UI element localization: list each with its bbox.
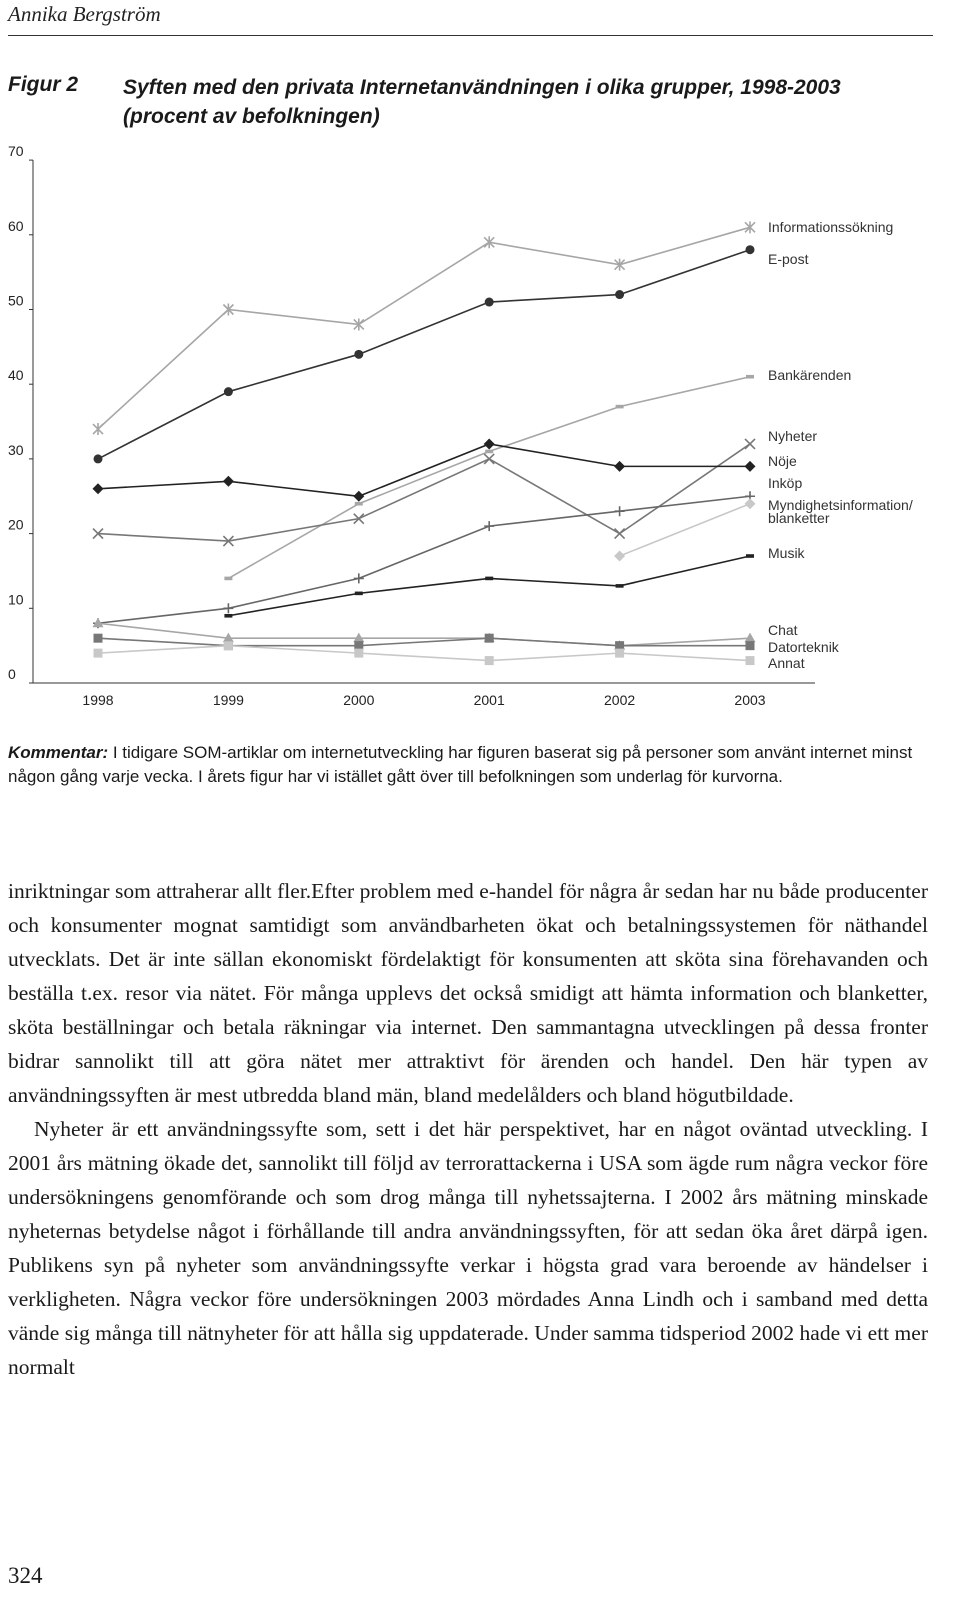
data-point (94, 634, 103, 643)
data-point (353, 491, 364, 502)
comment-text: I tidigare SOM-artiklar om internetutveckling har figuren baserat sig på personer som använt internet minst någon gång varje vecka. I årets figur har vi istället gått över till befolkningen som underlag för kurvorna. (8, 743, 913, 786)
legend-label: Informationssökning (768, 219, 894, 235)
legend-label: Chat (768, 622, 798, 638)
data-point (615, 529, 625, 539)
legend-label: Nyheter (768, 428, 818, 444)
chart-axes (8, 143, 818, 708)
y-tick-label: 60 (8, 217, 24, 234)
series-line (93, 438, 756, 501)
series-line (224, 375, 754, 580)
data-point (484, 438, 495, 449)
data-point (615, 290, 624, 299)
series-line (94, 245, 755, 463)
data-point (485, 656, 494, 665)
y-tick-label: 40 (8, 367, 24, 384)
data-point (745, 461, 756, 472)
series-path (98, 496, 750, 623)
series-path (98, 444, 750, 541)
y-tick-label: 50 (8, 292, 24, 309)
data-point (224, 387, 233, 396)
data-point (745, 221, 755, 233)
data-point (485, 634, 494, 643)
x-tick-label: 1998 (82, 692, 114, 708)
legend-label: Inköp (768, 475, 803, 491)
y-tick-label: 0 (8, 666, 16, 682)
series-path (98, 646, 750, 661)
data-point (223, 603, 233, 613)
data-point (746, 656, 755, 665)
legend-label: Bankärenden (768, 367, 852, 383)
data-point (745, 439, 755, 449)
series-line (224, 554, 754, 617)
series-line (93, 491, 755, 628)
data-point (614, 461, 625, 472)
data-point (484, 454, 494, 464)
x-tick-label: 2000 (343, 692, 375, 708)
series-path (228, 556, 750, 616)
figure-comment (8, 741, 933, 789)
x-tick-label: 1999 (212, 692, 244, 708)
running-header-author: Annika Bergström (8, 2, 161, 26)
figure-label: Figur 2 (8, 73, 79, 96)
legend-label (768, 497, 913, 526)
data-point (746, 641, 755, 650)
body-paragraph-2: Nyheter är ett användningssyfte som, sett i det här perspektivet, har en något oväntad utveckling. I 2001 års mätning ökade det, sannolikt till följd av terrorattackerna i USA som ägde rum några veckor före undersökningens genomförande och som drog många till nyhetssajterna. I 2002 års mätning minskade nyheternas betydelse något i förhållande till andra användningssyften, för att sedan öka året därpå igen. Publikens syn på nyheter som användningssyfte verkar i högsta grad vara beroende av händelser i verkligheten. Några veckor före undersökningen 2003 mördades Anna Lindh och i samband med detta vände sig många till nätnyheter för att hålla sig uppdaterade. Under samma tidsperiod 2002 hade vi ett mer normalt (8, 1117, 928, 1379)
data-point (224, 614, 232, 618)
data-point (355, 592, 363, 596)
data-point (354, 350, 363, 359)
series-path (620, 504, 750, 556)
header-divider (8, 35, 933, 36)
data-point (355, 502, 363, 506)
series-line (614, 498, 755, 561)
x-tick-label: 2001 (473, 692, 505, 708)
data-point (354, 573, 364, 583)
legend-label: Nöje (768, 453, 797, 469)
y-tick-label: 10 (8, 591, 24, 608)
series-line (93, 439, 755, 546)
data-point (485, 298, 494, 307)
chart-series (93, 221, 756, 665)
data-point (615, 506, 625, 516)
legend-label: Annat (768, 655, 805, 671)
body-text (8, 874, 928, 1384)
data-point (614, 551, 625, 562)
y-tick-label: 70 (8, 143, 24, 160)
chart-legend (768, 219, 913, 671)
data-point (616, 584, 624, 588)
data-point (94, 649, 103, 658)
series-line (94, 641, 755, 665)
data-point (485, 577, 493, 581)
body-paragraph-1: inriktningar som attraherar allt fler.Efter problem med e-handel för några år sedan har nu både producenter och konsumenter mognat samtidigt som användbarheten ökat och betalningssystemen för näthandel utvecklats. Det är inte sällan ekonomiskt fördelaktigt för konsumenten att sköta sina förehavanden och beställa t.ex. resor via nätet. För många upplevs det också smidigt att hämta information och blanketter, sköta beställningar och betala räkningar via internet. Den sammantagna utvecklingen på dessa fronter bidrar sannolikt till att göra nätet mer attraktivt för ärenden och handel. Den här typen av användningssyften är mest utbredda bland män, bland medelålders och bland högutbildade. (8, 879, 928, 1107)
data-point (93, 423, 103, 435)
legend-label: Datorteknik (768, 639, 839, 655)
data-point (746, 245, 755, 254)
legend-label-line: Myndighetsinformation/ (768, 497, 913, 513)
data-point (224, 577, 232, 581)
comment-label: Kommentar: (8, 743, 109, 762)
legend-label: E-post (768, 251, 809, 267)
data-point (224, 641, 233, 650)
y-tick-label: 30 (8, 441, 24, 458)
x-tick-label: 2003 (734, 692, 766, 708)
data-point (354, 649, 363, 658)
y-tick-label: 20 (8, 516, 24, 533)
data-point (223, 476, 234, 487)
data-point (94, 454, 103, 463)
data-point (745, 498, 756, 509)
data-point (745, 633, 756, 643)
data-point (485, 450, 493, 454)
page-number: 324 (8, 1563, 43, 1588)
legend-label-line: blanketter (768, 510, 830, 526)
data-point (93, 483, 104, 494)
data-point (484, 521, 494, 531)
series-path (98, 250, 750, 459)
series-path (228, 377, 750, 579)
figure-title: Syften med den privata Internetanvändningen i olika grupper, 1998-2003 (procent av befolkningen) (123, 76, 841, 128)
line-chart (0, 140, 960, 720)
x-tick-label: 2002 (604, 692, 636, 708)
data-point (746, 375, 754, 379)
data-point (615, 649, 624, 658)
data-point (746, 554, 754, 558)
legend-label: Musik (768, 545, 805, 561)
data-point (616, 405, 624, 409)
